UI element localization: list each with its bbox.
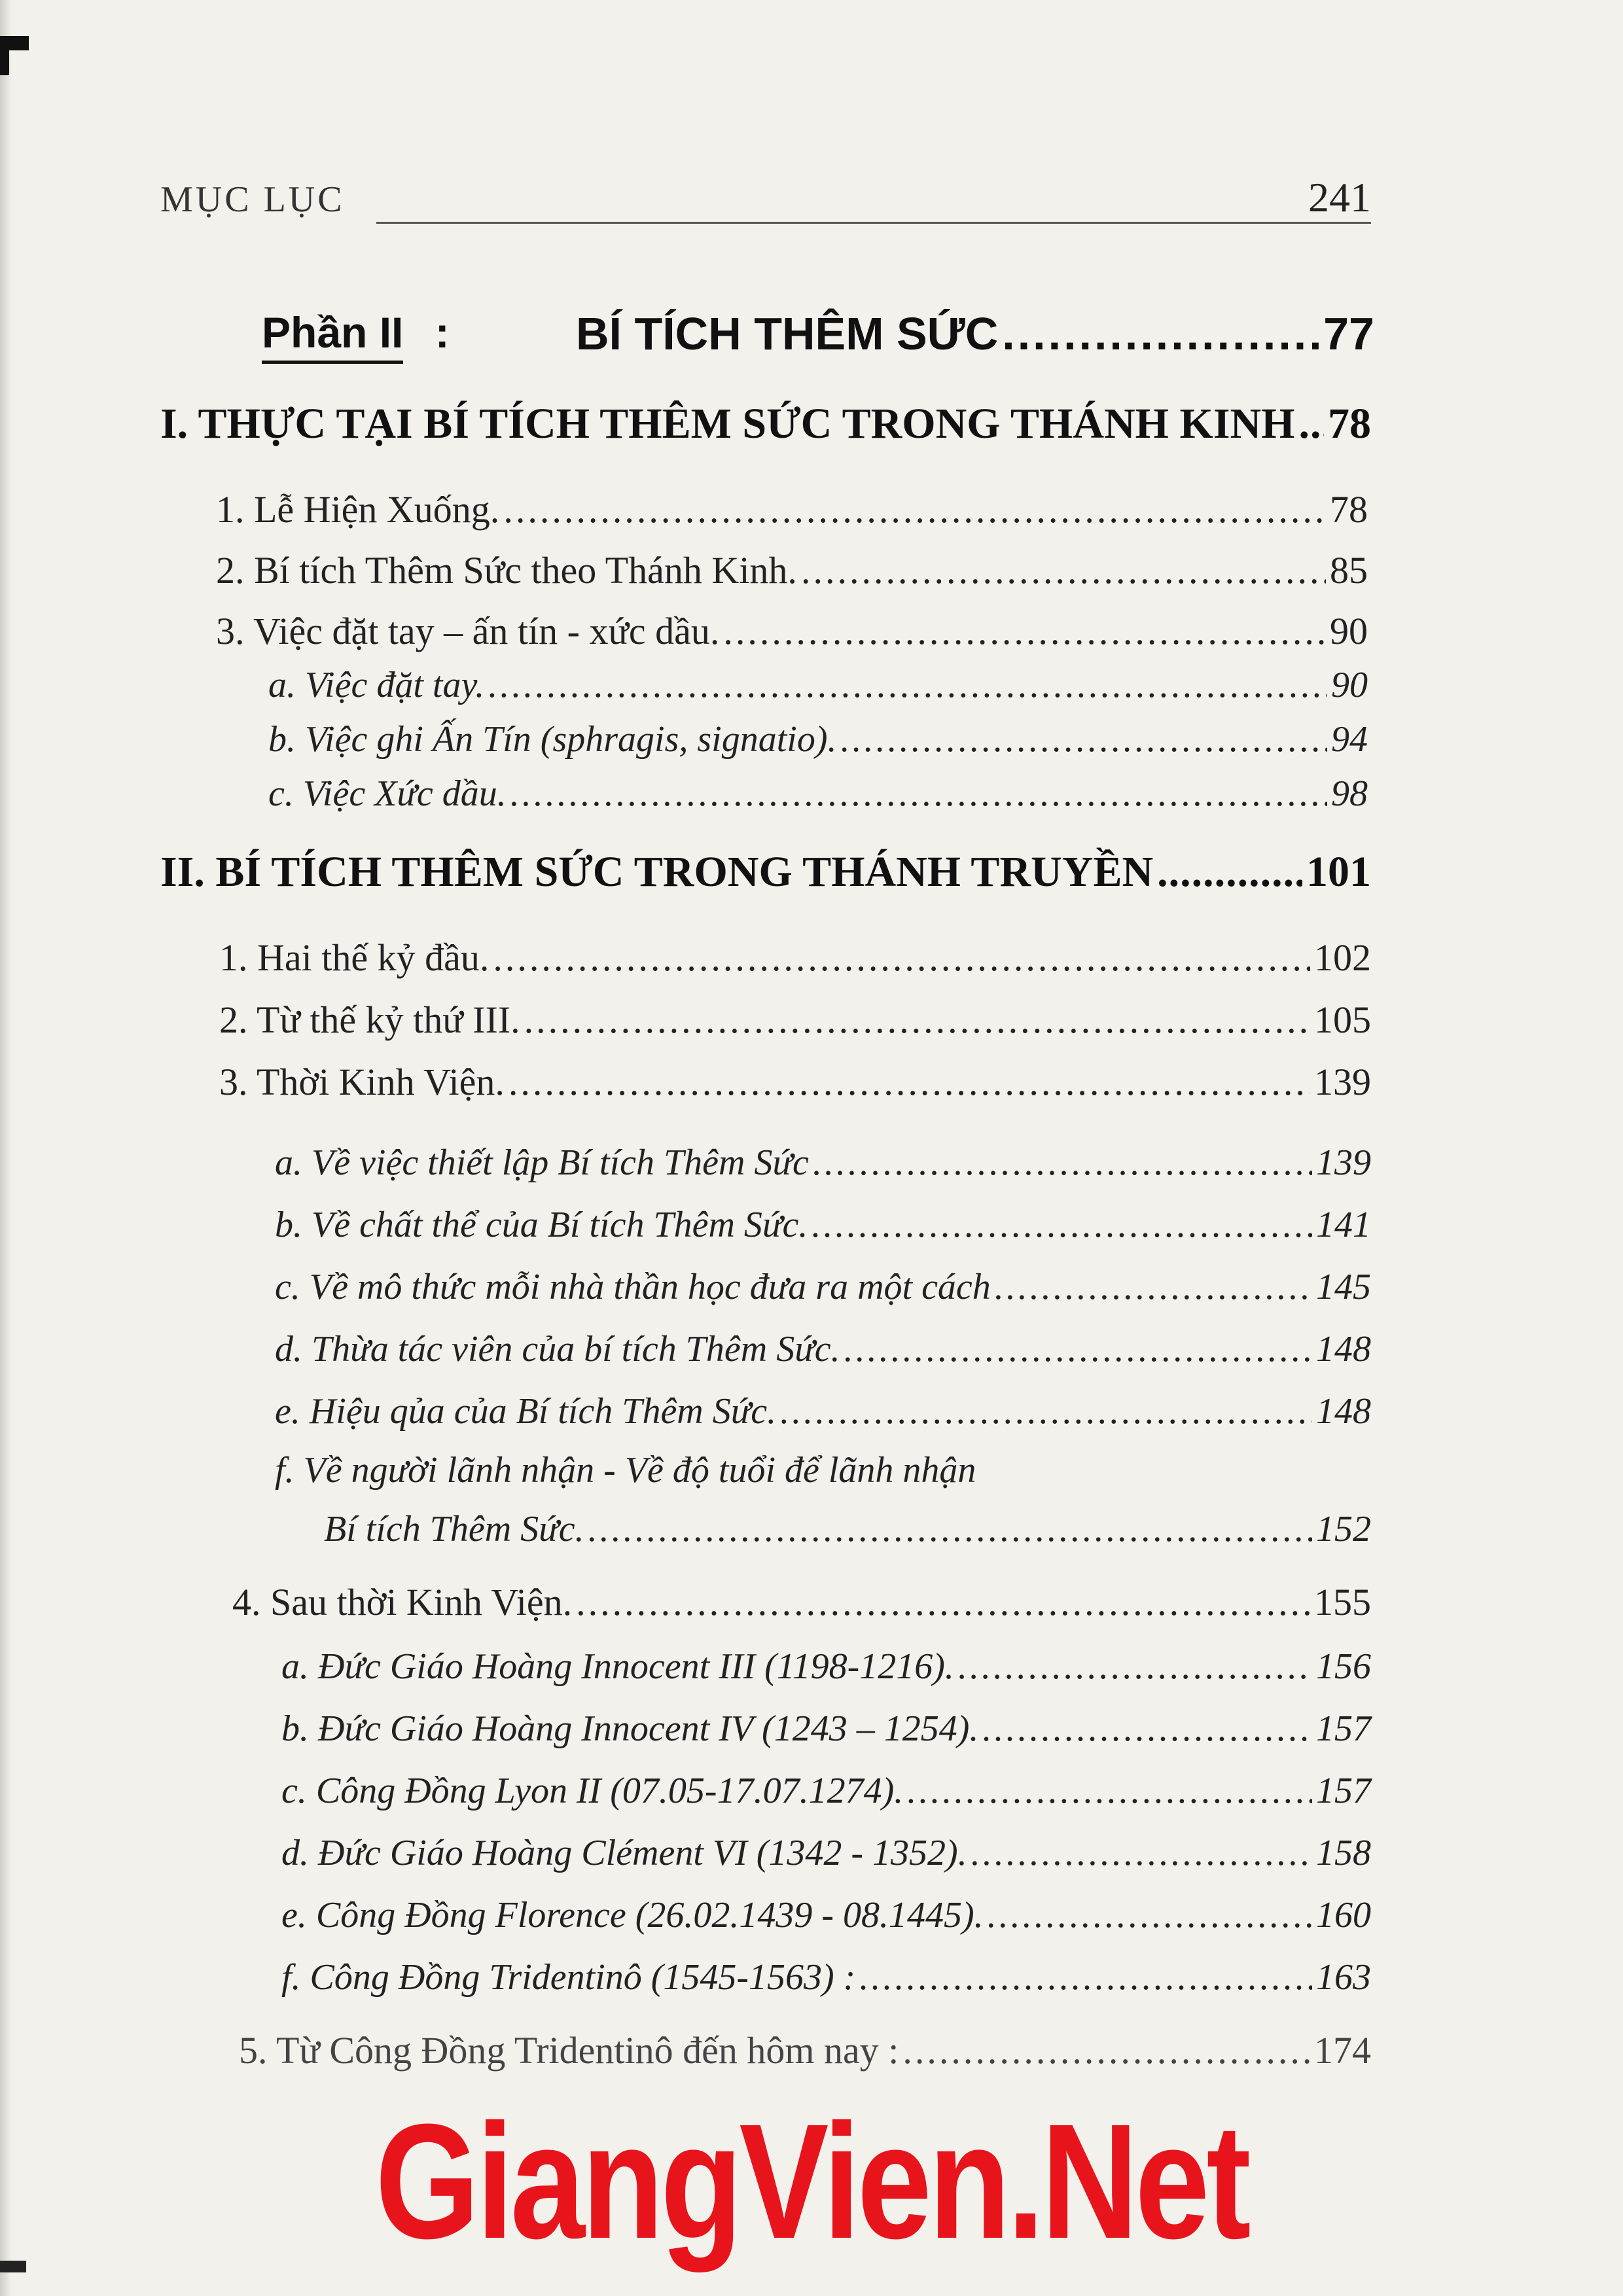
toc-subitem-text: c. Công Đồng Lyon II (07.05-17.07.1274). (281, 1771, 904, 1811)
toc-subitem-text: b. Về chất thể của Bí tích Thêm Sức. (275, 1205, 808, 1245)
header-title: MỤC LỤC (160, 179, 345, 220)
toc-subitem (281, 1646, 1371, 1687)
leader-dots (723, 609, 1326, 653)
toc-item-text: 2. Từ thế kỷ thứ III. (219, 998, 520, 1041)
page-edge-shadow (0, 0, 12, 2296)
toc-subitem (281, 1894, 1371, 1936)
toc-subitem-page: 145 (1316, 1267, 1371, 1307)
leader-dots (1299, 399, 1325, 449)
part-colon: : (435, 308, 450, 357)
toc-item (219, 1060, 1371, 1104)
toc-subitem-page: 90 (1331, 665, 1368, 705)
toc-subitem (275, 1328, 1371, 1370)
leader-dots (902, 2028, 1310, 2072)
toc-item-page: 102 (1314, 936, 1371, 979)
toc-item-page: 155 (1314, 1581, 1371, 1623)
toc-subitem-page: 158 (1316, 1833, 1371, 1873)
toc-subitem (281, 1956, 1371, 1998)
toc-subitem-page: 139 (1316, 1142, 1371, 1183)
toc-subitem (268, 664, 1368, 706)
toc-item-text: 1. Hai thế kỷ đầu. (219, 936, 490, 979)
leader-dots (982, 1708, 1312, 1750)
toc-subitem-page: 152 (1316, 1509, 1371, 1549)
leader-dots (510, 773, 1327, 815)
toc-item-text: 2. Bí tích Thêm Sức theo Thánh Kinh. (216, 549, 797, 592)
toc-item (219, 998, 1371, 1042)
part-label (262, 308, 450, 357)
toc-subitem-text: e. Công Đồng Florence (26.02.1439 - 08.1445). (281, 1895, 984, 1935)
corner-mark-vertical (0, 36, 9, 75)
toc-subitem (268, 718, 1368, 760)
toc-item-text: 4. Sau thời Kinh Viện. (232, 1581, 573, 1623)
leader-dots (488, 664, 1327, 706)
section-title: II. BÍ TÍCH THÊM SỨC TRONG THÁNH TRUYỀN (160, 848, 1154, 896)
leader-dots (1157, 847, 1302, 897)
section-page: 101 (1306, 848, 1371, 896)
toc-item (216, 548, 1368, 592)
toc-item-page: 85 (1330, 549, 1368, 592)
toc-item-text: 3. Thời Kinh Viện. (219, 1061, 505, 1103)
toc-subitem-page: 157 (1316, 1771, 1371, 1811)
toc-subitem-text: f. Công Đồng Tridentinô (1545-1563) : (281, 1957, 856, 1998)
leader-dots (988, 1894, 1312, 1936)
toc-subitem-text: b. Đức Giáo Hoàng Innocent IV (1243 – 1254). (281, 1708, 979, 1749)
toc-subitem-text: e. Hiệu qủa của Bí tích Thêm Sức. (275, 1391, 777, 1432)
leader-dots (958, 1646, 1312, 1687)
section-heading (160, 399, 1371, 449)
header-page-number: 241 (1308, 174, 1371, 221)
toc-subitem-page: 156 (1316, 1646, 1371, 1687)
watermark: GiangVien.Net (375, 2090, 1248, 2272)
leader-dots (907, 1770, 1312, 1812)
toc-subitem-page: 141 (1316, 1205, 1371, 1245)
toc-subitem-text: c. Việc Xức dầu. (268, 773, 507, 814)
leader-dots (524, 998, 1310, 1042)
bottom-corner-mark (0, 2261, 26, 2272)
section-title: I. THỰC TẠI BÍ TÍCH THÊM SỨC TRONG THÁNH KINH (160, 400, 1295, 448)
toc-subitem (275, 1390, 1371, 1432)
section-page: 78 (1328, 400, 1371, 448)
running-header (160, 167, 1371, 226)
toc-subitem-text: a. Đức Giáo Hoàng Innocent III (1198-1216). (281, 1646, 954, 1687)
section-heading (160, 847, 1371, 897)
leader-dots (841, 718, 1328, 760)
leader-dots (859, 1956, 1312, 1998)
toc-subitem (275, 1204, 1371, 1246)
toc-subitem (281, 1770, 1371, 1812)
toc-item (239, 2028, 1371, 2072)
toc-item-page: 139 (1314, 1061, 1371, 1103)
toc-subitem (268, 773, 1368, 815)
leader-dots (801, 548, 1326, 592)
toc-subitem-text: a. Việc đặt tay. (268, 665, 485, 705)
toc-item-text: 5. Từ Công Đồng Tridentinô đến hôm nay : (239, 2029, 899, 2072)
toc-subitem (275, 1266, 1371, 1308)
leader-dots (812, 1204, 1312, 1246)
toc-subitem-page: 160 (1316, 1895, 1371, 1935)
leader-dots (588, 1508, 1312, 1550)
leader-dots (971, 1832, 1312, 1874)
part-label-text: Phần II (262, 308, 403, 364)
toc-item (232, 1580, 1371, 1624)
toc-item (216, 609, 1368, 653)
toc-item (216, 487, 1368, 531)
toc-subitem-continuation (324, 1508, 1371, 1550)
toc-subitem (275, 1142, 1371, 1184)
toc-item-page: 174 (1314, 2029, 1371, 2072)
leader-dots (813, 1142, 1312, 1184)
part-page: 77 (1323, 308, 1374, 359)
toc-subitem-text: f. Về người lãnh nhận - Về độ tuổi để lãnh nhận (275, 1450, 976, 1491)
toc-subitem-text: d. Thừa tác viên của bí tích Thêm Sức. (275, 1329, 840, 1369)
leader-dots (508, 1060, 1310, 1104)
toc-subitem (281, 1832, 1371, 1874)
leader-dots (844, 1328, 1312, 1370)
toc-subitem-text: a. Về việc thiết lập Bí tích Thêm Sức (275, 1142, 809, 1183)
toc-item-text: 1. Lễ Hiện Xuống. (216, 488, 500, 531)
toc-item-text: 3. Việc đặt tay – ấn tín - xức dầu. (216, 610, 720, 652)
toc-subitem-page: 157 (1316, 1708, 1371, 1749)
toc-subitem-text: b. Việc ghi Ấn Tín (sphragis, signatio). (268, 719, 837, 760)
toc-item-page: 105 (1314, 998, 1371, 1041)
part-title: BÍ TÍCH THÊM SỨC (576, 308, 999, 359)
toc-subitem-page: 94 (1331, 719, 1368, 760)
toc-subitem-text: Bí tích Thêm Sức. (324, 1509, 584, 1549)
toc-subitem-text: c. Về mô thức mỗi nhà thần học đưa ra một cách (275, 1267, 991, 1307)
toc-subitem-page: 163 (1316, 1957, 1371, 1998)
header-rule (376, 222, 1371, 224)
leader-dots (503, 487, 1326, 531)
toc-subitem-page: 98 (1331, 773, 1368, 814)
leader-dots (576, 1580, 1310, 1624)
leader-dots (1002, 308, 1319, 360)
toc-subitem (281, 1708, 1371, 1750)
toc-item-page: 78 (1330, 488, 1368, 531)
toc-subitem (275, 1449, 1371, 1491)
part-title-row (576, 308, 1374, 360)
leader-dots (995, 1266, 1312, 1308)
leader-dots (493, 936, 1310, 980)
part-heading (262, 301, 1374, 366)
toc-subitem-text: d. Đức Giáo Hoàng Clément VI (1342 - 1352). (281, 1833, 967, 1873)
toc-item (219, 936, 1371, 980)
toc-subitem-page: 148 (1316, 1391, 1371, 1432)
leader-dots (780, 1390, 1312, 1432)
toc-subitem-page: 148 (1316, 1329, 1371, 1369)
toc-item-page: 90 (1330, 610, 1368, 652)
